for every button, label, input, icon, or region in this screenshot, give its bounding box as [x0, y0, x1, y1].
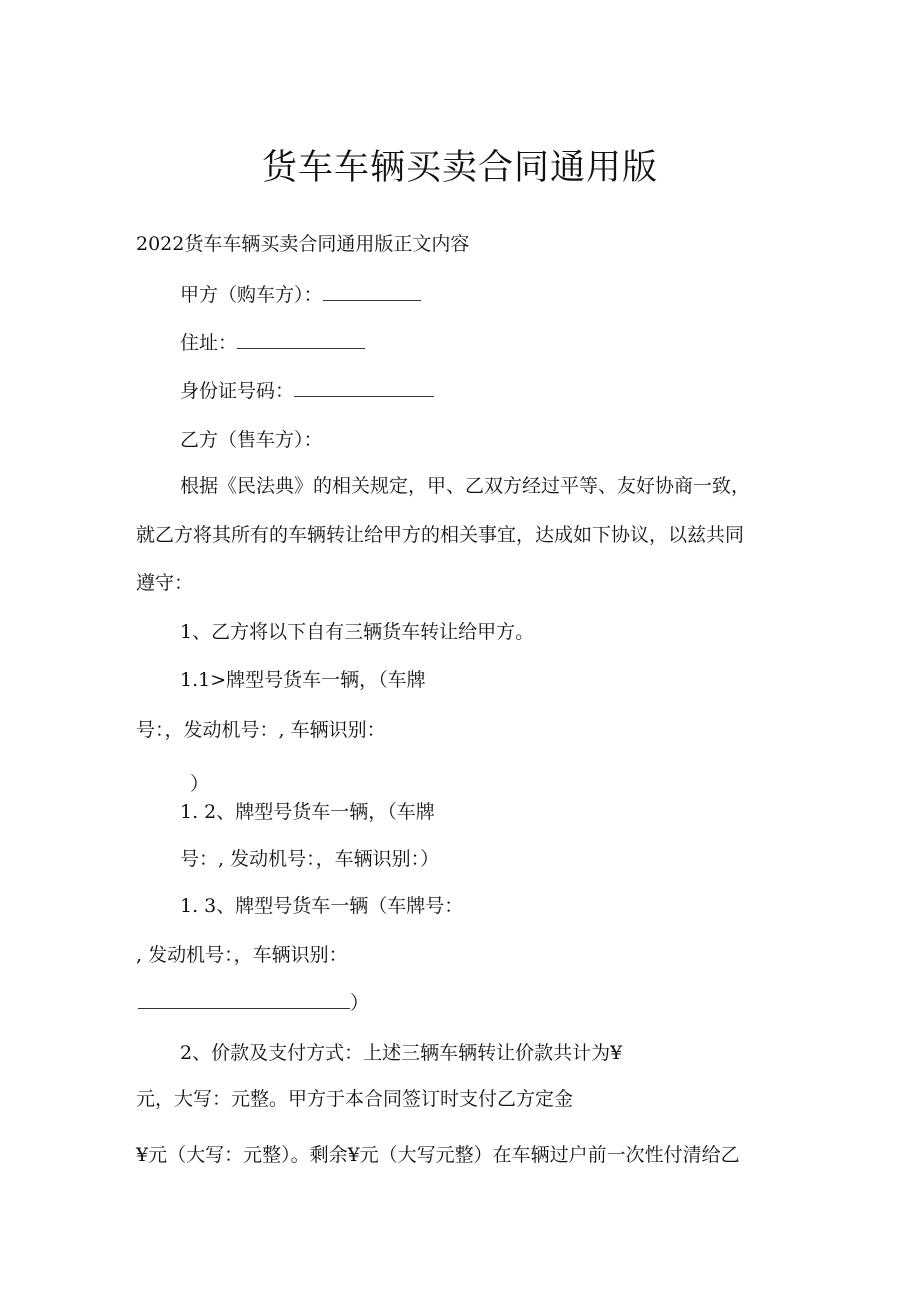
party-a-blank [323, 282, 421, 301]
item-1-1-line-2: 号：，发动机号：, 车辆识别： [136, 719, 386, 741]
document-subtitle: 2022货车车辆买卖合同通用版正文内容 [136, 233, 470, 255]
id-blank [294, 378, 434, 397]
party-a-row [180, 282, 421, 307]
intro-line-3: 遵守： [136, 572, 194, 594]
vehicle-id-blank [138, 990, 350, 1009]
clause-1-heading: 1、乙方将以下自有三辆货车转让给甲方。 [180, 621, 535, 643]
party-a-label: 甲方（购车方）： [180, 284, 323, 306]
address-blank [237, 330, 365, 349]
intro-line-2: 就乙方将其所有的车辆转让给甲方的相关事宜，达成如下协议，以兹共同 [136, 524, 745, 546]
item-1-3-line-3: ） [350, 992, 370, 1014]
item-1-2-line-1: 1. 2、牌型号货车一辆，（车牌 [180, 801, 435, 823]
clause-2-line-2: 元，大写：元整。甲方于本合同签订时支付乙方定金 [136, 1088, 574, 1110]
item-1-2-line-2: 号：, 发动机号：，车辆识别：） [180, 848, 440, 870]
item-1-1-line-3: ） [190, 773, 210, 795]
clause-2-line-1: 2、价款及支付方式：上述三辆车辆转让价款共计为¥ [180, 1042, 623, 1064]
address-row [180, 330, 365, 355]
item-1-3-line-2: , 发动机号：，车辆识别： [136, 944, 348, 966]
document-title: 货车车辆买卖合同通用版 [261, 148, 658, 188]
item-1-1-line-1: 1.1>牌型号货车一辆，（车牌 [180, 669, 426, 691]
address-label: 住址： [180, 332, 238, 354]
id-row [180, 378, 434, 403]
party-b-label: 乙方（售车方）： [180, 429, 323, 451]
intro-line-1: 根据《民法典》的相关规定，甲、乙双方经过平等、友好协商一致， [180, 475, 751, 497]
item-1-3-line-1: 1. 3、牌型号货车一辆（车牌号： [180, 895, 464, 917]
item-1-3-line-3-row [138, 990, 369, 1015]
id-label: 身份证号码： [180, 380, 295, 402]
clause-2-line-3: ¥元（大写：元整）。剩余¥元（大写元整）在车辆过户前一次性付清给乙 [136, 1144, 740, 1166]
